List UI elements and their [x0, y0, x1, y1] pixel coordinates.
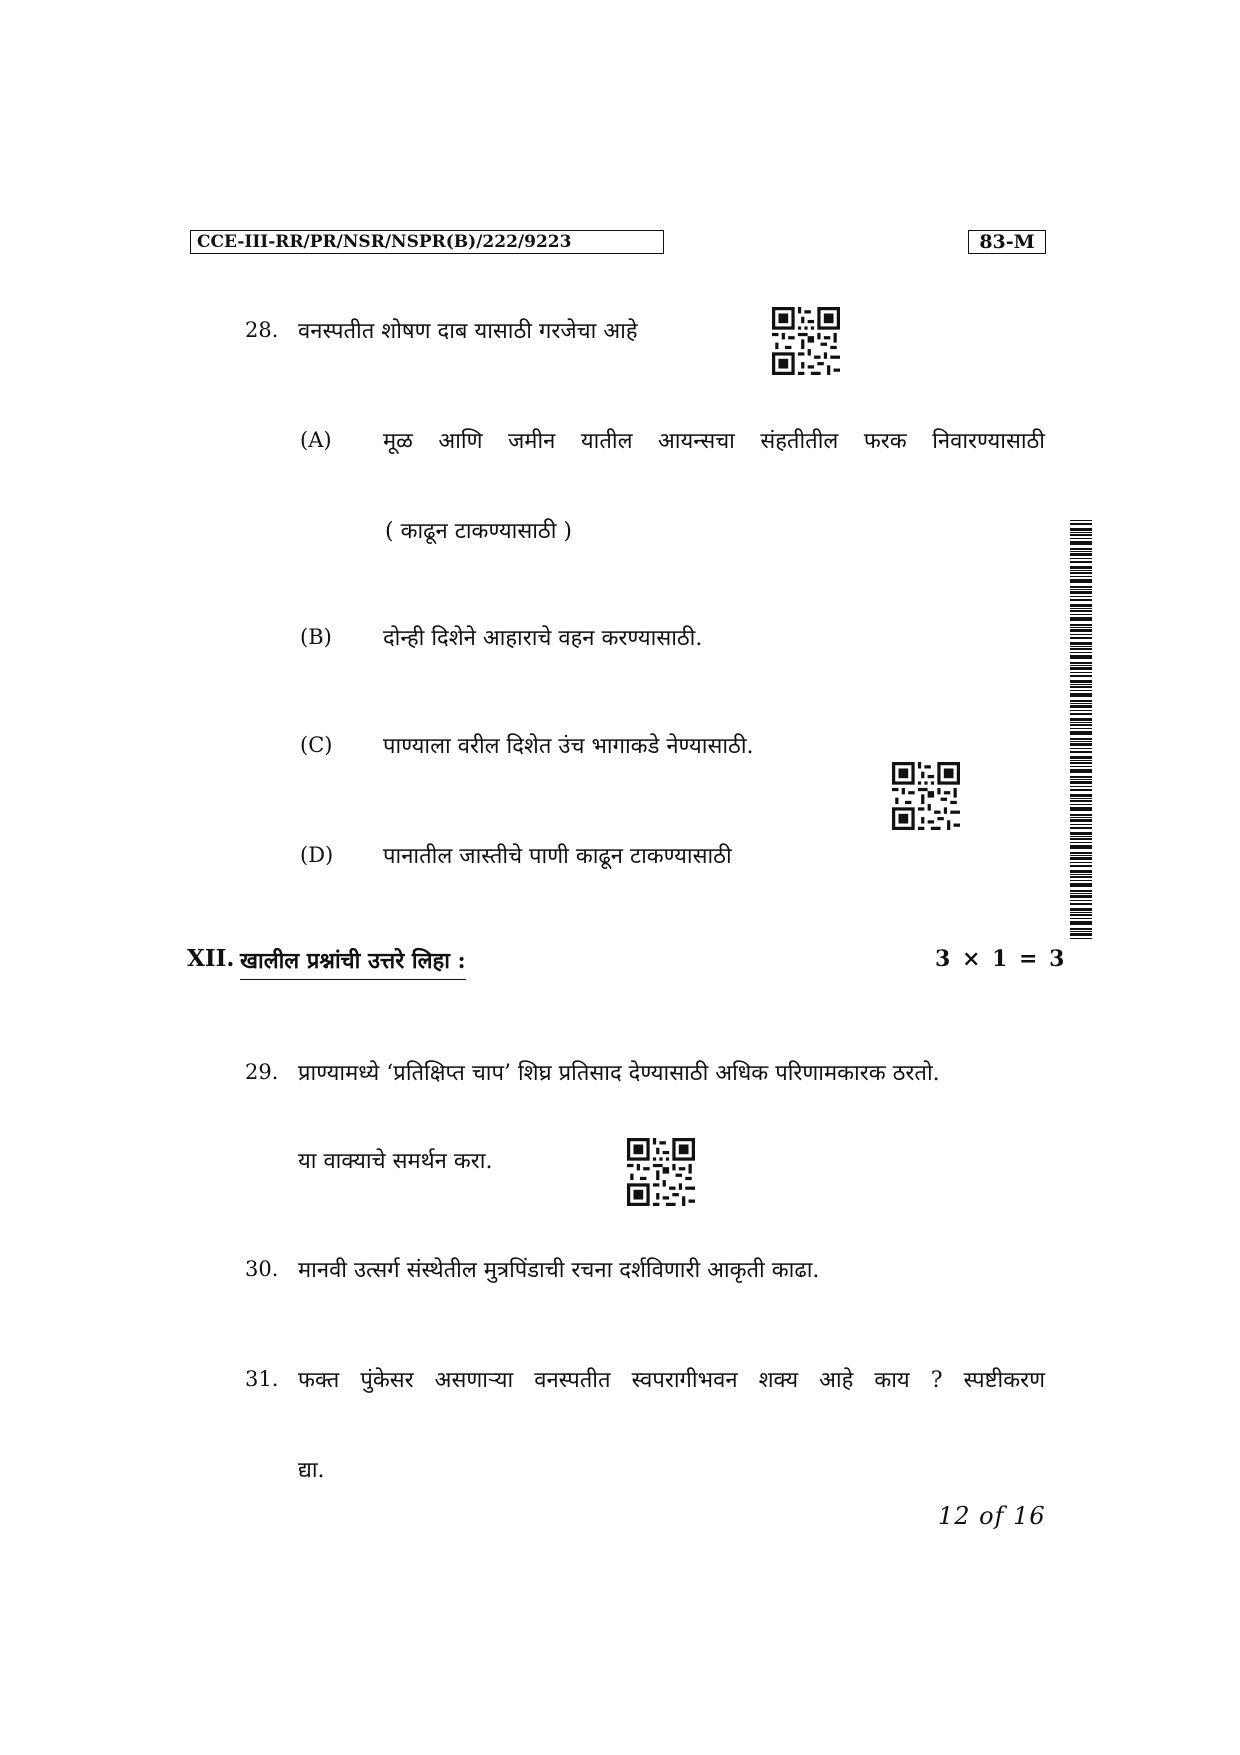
question-number-29: 29.	[245, 1060, 279, 1084]
option-b-label: (B)	[300, 625, 332, 649]
option-d-text: पानातील जास्तीचे पाणी काढून टाकण्यासाठी	[383, 844, 732, 869]
option-a-label: (A)	[300, 428, 332, 452]
question-29-line1: प्राण्यामध्ये ‘प्रतिक्षिप्त चाप’ शिघ्र प्रतिसाद देण्यासाठी अधिक परिणामकारक ठरतो.	[298, 1061, 940, 1086]
section-label: XII.	[187, 945, 235, 972]
exam-code: CCE-III-RR/PR/NSR/NSPR(B)/222/9223	[190, 230, 664, 254]
section-title: खालील प्रश्नांची उत्तरे लिहा :	[240, 945, 466, 980]
option-b-text: दोन्ही दिशेने आहाराचे वहन करण्यासाठी.	[383, 626, 703, 651]
option-a-text: मूळ आणि जमीन यातील आयन्सचा संहतीतील फरक निवारण्यासाठी	[383, 429, 1045, 454]
option-d-label: (D)	[300, 843, 334, 867]
option-c-text: पाण्याला वरील दिशेत उंच भागाकडे नेण्यासाठी.	[383, 734, 754, 759]
page-number: 12 of 16	[938, 1502, 1046, 1530]
paper-code: 83-M	[968, 230, 1046, 254]
barcode-icon	[1070, 520, 1092, 940]
question-number-31: 31.	[245, 1367, 279, 1391]
question-31-line2: द्या.	[298, 1458, 325, 1483]
qr-code-icon	[892, 762, 960, 830]
option-c-label: (C)	[300, 733, 333, 757]
qr-code-icon	[772, 307, 840, 375]
question-31-line1: फक्त पुंकेसर असणाऱ्या वनस्पतीत स्वपरागीभवन शक्य आहे काय ? स्पष्टीकरण	[298, 1368, 1045, 1393]
section-marks: 3 × 1 = 3	[935, 946, 1067, 972]
question-30-text: मानवी उत्सर्ग संस्थेतील मुत्रपिंडाची रचना दर्शविणारी आकृती काढा.	[298, 1258, 820, 1283]
question-29-line2: या वाक्याचे समर्थन करा.	[298, 1149, 493, 1174]
option-a-continuation: ( काढून टाकण्यासाठी )	[385, 519, 572, 544]
question-28-text: वनस्पतीत शोषण दाब यासाठी गरजेचा आहे	[298, 319, 638, 344]
question-number-30: 30.	[245, 1257, 279, 1281]
question-number-28: 28.	[245, 318, 279, 342]
qr-code-icon	[627, 1138, 695, 1206]
